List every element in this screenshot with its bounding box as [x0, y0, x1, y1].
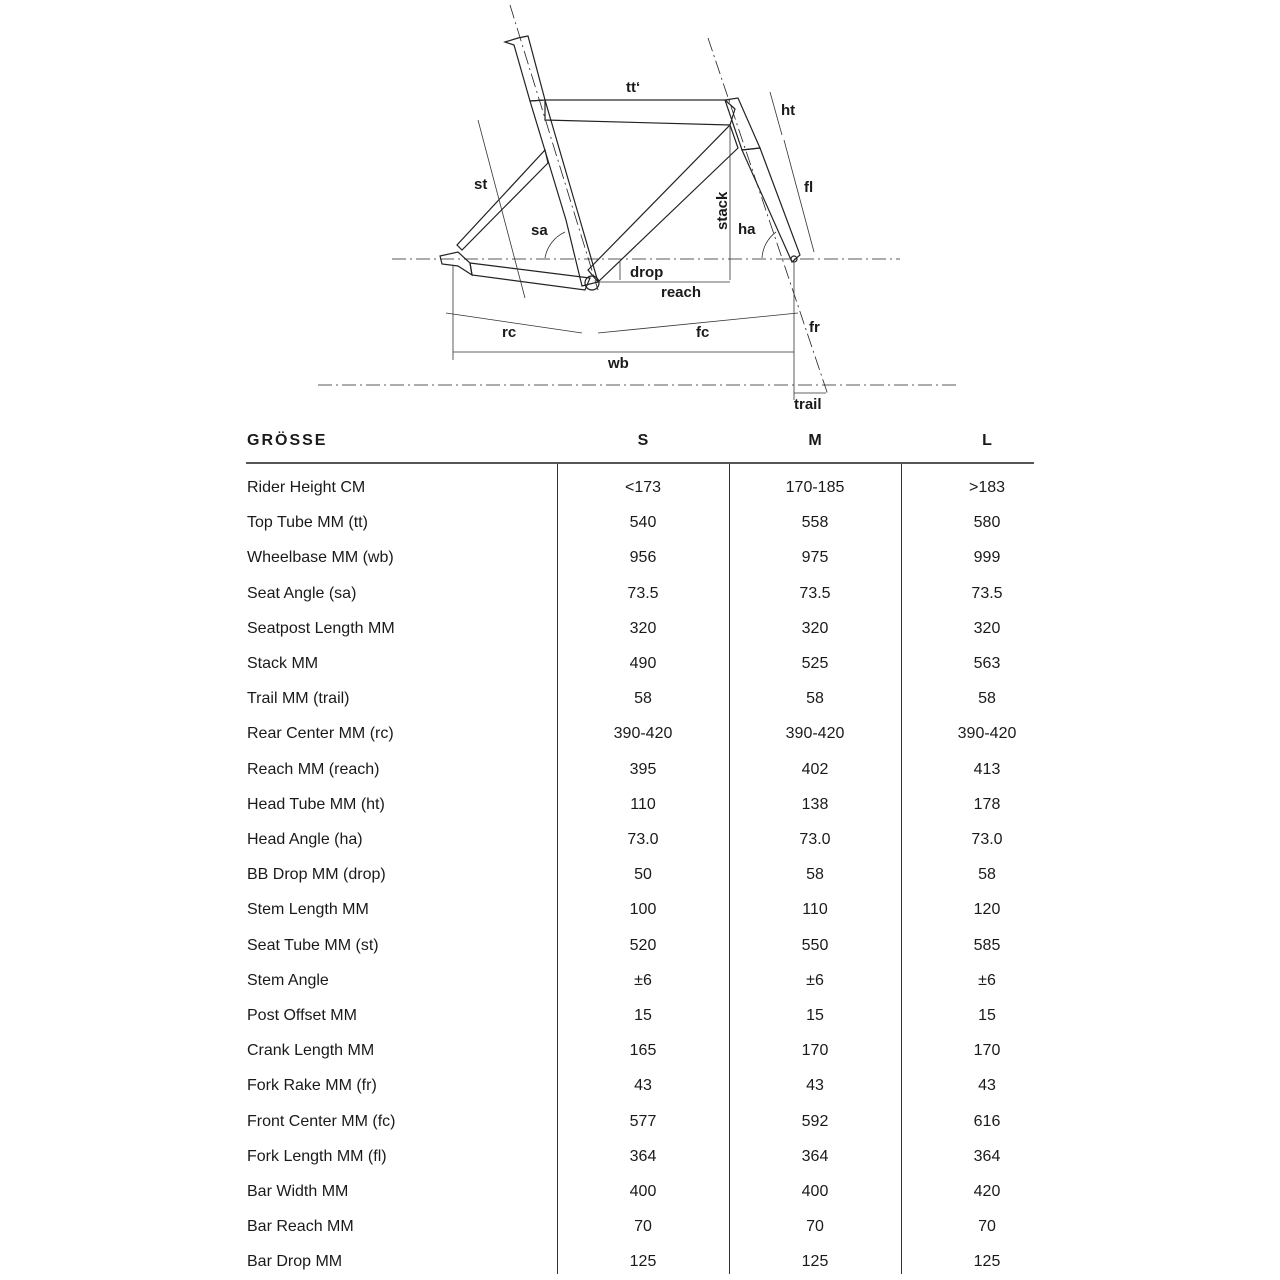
value-size-s: 390-420	[613, 725, 673, 743]
value-size-s: 520	[629, 936, 657, 954]
header-divider	[246, 462, 1034, 464]
table-row	[246, 505, 1034, 540]
value-size-m: 558	[801, 514, 829, 532]
value-size-s: 364	[629, 1147, 657, 1165]
row-label: Bar Reach MM	[247, 1218, 354, 1236]
header-size-s: S	[637, 432, 649, 449]
value-size-l: 70	[978, 1218, 996, 1236]
value-size-s: 73.5	[627, 584, 659, 602]
table-row	[246, 998, 1034, 1033]
value-size-l: 178	[973, 795, 1001, 813]
value-size-m: 390-420	[785, 725, 845, 743]
value-size-l: 616	[973, 1112, 1001, 1130]
table-row	[246, 1068, 1034, 1103]
value-size-l: 563	[973, 655, 1001, 672]
row-label: Stem Length MM	[247, 901, 369, 919]
value-size-s: 50	[634, 866, 652, 884]
value-size-m: 550	[801, 936, 829, 954]
label-fr: fr	[809, 319, 820, 336]
value-size-m: 15	[806, 1007, 824, 1024]
row-label: Wheelbase MM (wb)	[247, 549, 394, 567]
value-size-s: 490	[629, 655, 657, 672]
value-size-m: 138	[801, 795, 829, 813]
value-size-l: 580	[973, 514, 1001, 532]
value-size-l: 15	[978, 1007, 996, 1024]
label-drop: drop	[630, 264, 664, 281]
value-size-s: 73.0	[627, 831, 659, 848]
table-row	[246, 787, 1034, 822]
label-stack: stack	[714, 191, 731, 230]
label-sa: sa	[531, 222, 548, 239]
row-label: Fork Length MM (fl)	[247, 1147, 387, 1165]
row-label: Bar Drop MM	[247, 1253, 343, 1271]
value-size-l: 43	[978, 1077, 996, 1095]
value-size-m: 73.5	[799, 584, 831, 602]
value-size-s: 577	[629, 1112, 657, 1130]
row-label: Post Offset MM	[247, 1007, 357, 1024]
table-row	[246, 857, 1034, 892]
label-ht: ht	[781, 102, 796, 119]
value-size-l: >183	[968, 479, 1006, 496]
label-trail: trail	[794, 396, 822, 413]
table-row	[246, 928, 1034, 963]
value-size-m: 73.0	[799, 831, 831, 848]
top-tube-shape	[545, 100, 735, 125]
row-label: Top Tube MM (tt)	[247, 514, 368, 532]
table-row	[246, 646, 1034, 681]
table-row	[246, 822, 1034, 857]
table-row	[246, 611, 1034, 646]
table-row	[246, 540, 1034, 575]
label-ha: ha	[738, 221, 756, 238]
value-size-m: 400	[801, 1183, 829, 1200]
row-label: Seat Tube MM (st)	[247, 936, 379, 954]
value-size-s: 15	[634, 1007, 652, 1024]
table-row	[246, 1104, 1034, 1139]
row-label: Rear Center MM (rc)	[247, 725, 394, 743]
table-row	[246, 892, 1034, 927]
table-row	[246, 1244, 1034, 1279]
seatpost-shape	[505, 36, 545, 101]
label-wb: wb	[608, 355, 629, 372]
value-size-s: 165	[629, 1042, 657, 1060]
value-size-m: 525	[801, 655, 829, 672]
table-row	[246, 752, 1034, 787]
label-fc: fc	[696, 324, 710, 341]
label-fl: fl	[804, 179, 814, 196]
value-size-s: 110	[630, 795, 656, 813]
value-size-s: 70	[634, 1218, 652, 1236]
row-label: Seatpost Length MM	[247, 619, 395, 637]
row-label: Head Angle (ha)	[247, 831, 363, 848]
value-size-l: 420	[973, 1183, 1001, 1200]
value-size-l: 364	[973, 1147, 1001, 1165]
value-size-s: 395	[629, 760, 657, 778]
ha-arc	[762, 232, 776, 258]
value-size-m: 58	[806, 866, 824, 884]
row-label: Stem Angle	[247, 971, 329, 989]
value-size-s: 125	[629, 1253, 657, 1271]
label-rc: rc	[502, 324, 517, 341]
table-row	[246, 1139, 1034, 1174]
header-size-l: L	[982, 432, 992, 449]
value-size-s: 320	[629, 619, 657, 637]
label-tt: tt‘	[626, 79, 641, 96]
st-dimension-line	[478, 120, 525, 298]
value-size-l: 999	[973, 549, 1001, 567]
value-size-s: <173	[624, 479, 662, 496]
value-size-l: 390-420	[957, 725, 1017, 743]
value-size-m: 975	[801, 549, 829, 567]
row-label: Bar Width MM	[247, 1183, 349, 1200]
row-label: Front Center MM (fc)	[247, 1112, 396, 1130]
row-label: Head Tube MM (ht)	[247, 795, 385, 813]
value-size-m: 110	[802, 901, 828, 919]
sa-arc	[545, 232, 565, 258]
value-size-l: 320	[973, 619, 1001, 637]
value-size-l: 413	[973, 760, 1001, 778]
rear-dropout-shape	[440, 252, 472, 275]
row-label: Trail MM (trail)	[247, 690, 350, 708]
row-label: Rider Height CM	[247, 479, 366, 496]
value-size-l: 125	[973, 1253, 1001, 1271]
value-size-m: 58	[806, 690, 824, 708]
value-size-l: 170	[973, 1042, 1001, 1060]
table-row	[246, 716, 1034, 751]
header-size-m: M	[808, 432, 822, 449]
value-size-s: 43	[634, 1077, 652, 1095]
value-size-s: 100	[629, 901, 657, 919]
value-size-s: 400	[629, 1183, 657, 1200]
table-row	[246, 681, 1034, 716]
value-size-m: 402	[801, 760, 829, 778]
table-row	[246, 470, 1034, 505]
table-row	[246, 963, 1034, 998]
value-size-s: ±6	[634, 971, 652, 989]
row-label: BB Drop MM (drop)	[247, 866, 386, 884]
value-size-l: 73.5	[971, 584, 1003, 602]
fork-shape	[742, 148, 800, 262]
value-size-s: 58	[634, 690, 652, 708]
value-size-m: 43	[806, 1077, 824, 1095]
value-size-l: ±6	[978, 971, 996, 989]
value-size-l: 120	[973, 901, 1001, 919]
value-size-m: 170-185	[785, 479, 845, 496]
value-size-l: 73.0	[971, 831, 1003, 848]
header-size-label: GRÖSSE	[247, 432, 328, 449]
label-st: st	[474, 176, 488, 193]
value-size-l: 58	[978, 690, 996, 708]
value-size-m: ±6	[806, 971, 824, 989]
frame-geometry-diagram	[0, 0, 1280, 420]
table-row	[246, 1174, 1034, 1209]
table-row	[246, 1209, 1034, 1244]
value-size-m: 592	[801, 1112, 829, 1130]
value-size-m: 125	[801, 1253, 829, 1271]
row-label: Fork Rake MM (fr)	[247, 1077, 377, 1095]
table-row	[246, 1033, 1034, 1068]
row-label: Seat Angle (sa)	[247, 584, 357, 602]
value-size-s: 540	[629, 514, 657, 532]
value-size-m: 364	[801, 1147, 829, 1165]
label-reach: reach	[661, 284, 702, 301]
value-size-m: 320	[801, 619, 829, 637]
table-row	[246, 576, 1034, 611]
value-size-l: 585	[973, 936, 1001, 954]
value-size-m: 70	[806, 1218, 824, 1236]
seat-tube-axis	[510, 5, 598, 290]
fl-dimension-line	[784, 140, 814, 252]
row-label: Stack MM	[247, 655, 319, 672]
value-size-m: 170	[801, 1042, 829, 1060]
row-label: Reach MM (reach)	[247, 760, 380, 778]
row-label: Crank Length MM	[247, 1042, 375, 1060]
value-size-l: 58	[978, 866, 996, 884]
chain-stay-shape	[470, 263, 590, 290]
value-size-s: 956	[629, 549, 657, 567]
